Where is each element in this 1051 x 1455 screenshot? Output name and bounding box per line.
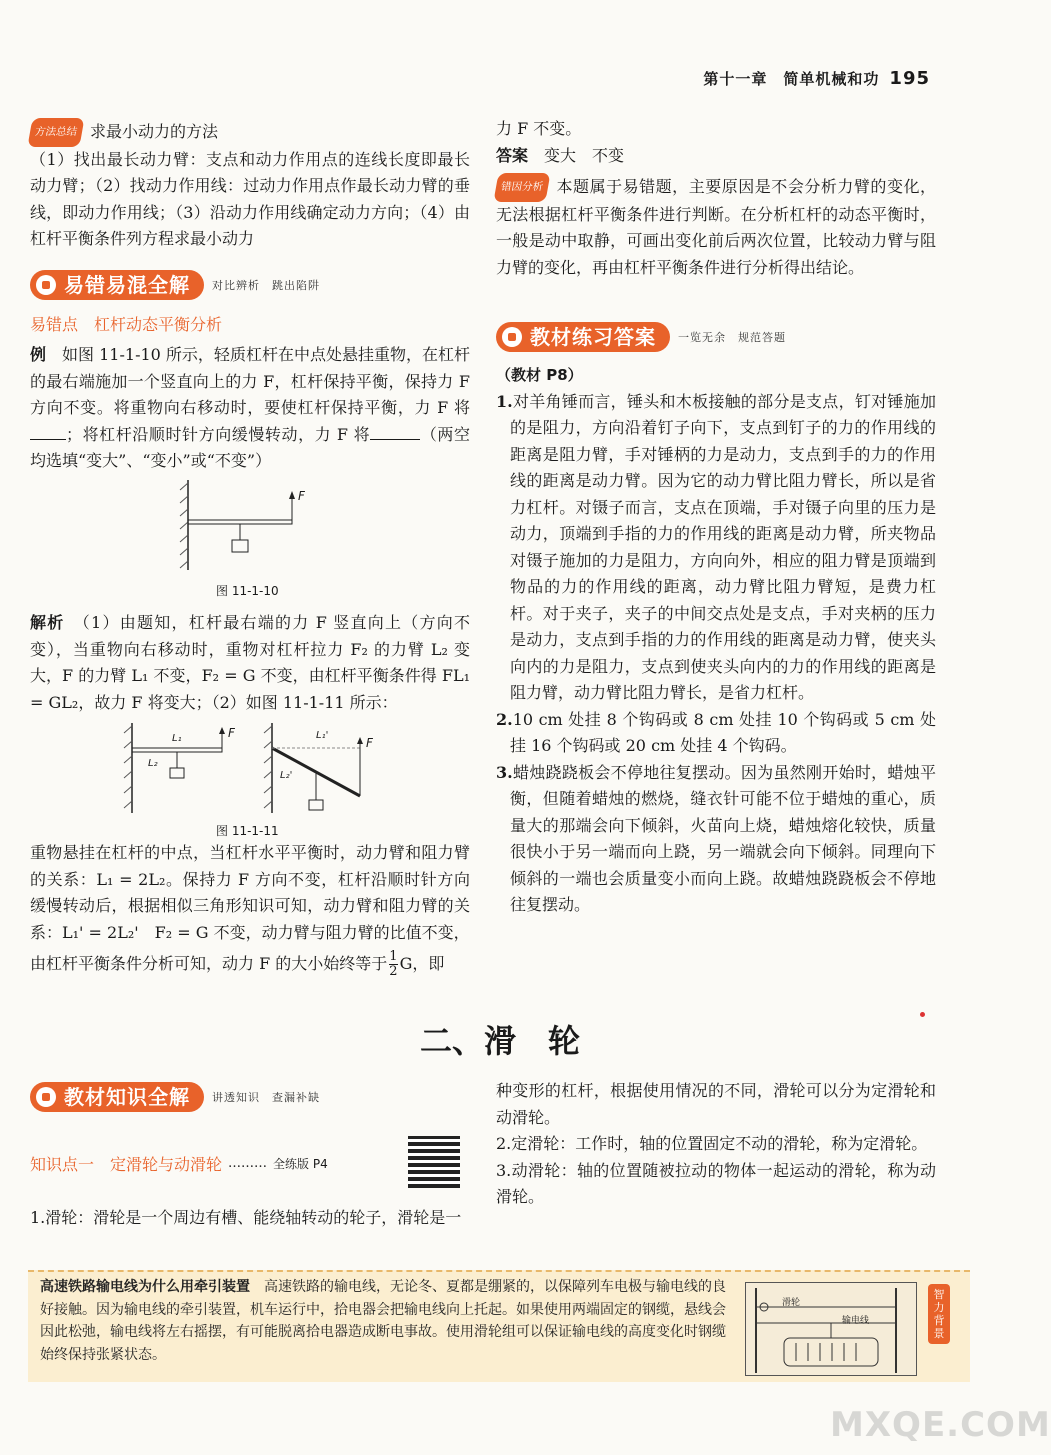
banner-errors <box>30 270 470 300</box>
analysis-block <box>30 610 470 716</box>
fig2-l1: L₁ <box>172 733 182 744</box>
method-title: 求最小动力的方法 <box>90 122 219 141</box>
fraction-half: $\frac{1}{2}$ <box>389 949 398 979</box>
example-label: 例 <box>30 345 47 364</box>
analysis-body: （1）由题知，杠杆最右端的力 F 竖直向上（方向不变），当重物向右移动时，重物对杠杆拉力 F₂ 的力臂 L₂ 变大，F 的力臂 L₁ 不变，F₂ = G 不变，由杠杆平衡条件得 FL₁ = GL₂，故力 F 将变大；（2）如图 11-1-11 所示： <box>30 613 470 712</box>
banner-exercise-answers <box>496 322 936 352</box>
fig2-l2: L₂ <box>148 758 158 769</box>
img-label-wire: 输电线 <box>842 1316 870 1326</box>
note-body: 高速铁路的输电线，无论冬、夏都是绷紧的，以保障列车电极与输电线的良好接触。因为输电线的牵引装置，机车运行中，拾电器会把输电线向上托起。如果使用两端固定的钢缆，悬线会因此松弛，输电线将左右摇摆，有可能脱离拾电器造成断电事故。使用滑轮组可以保证输电线的高度变化时钢缆始终保持张紧状态。 <box>40 1279 726 1363</box>
answer-label: 答案 <box>496 145 529 165</box>
analysis-cont: 重物悬挂在杠杆的中点，当杠杆水平平衡时，动力臂和阻力臂的关系：L₁ = 2L₂。保持力 F 方向不变，杠杆沿顺时针方向缓慢转动后，根据相似三角形知识可知，动力臂和阻力臂的关系：L₁' = 2L₂' F₂ = G 不变，动力臂与阻力臂的比值不变， <box>30 843 470 942</box>
fig1-force-label: F <box>298 489 305 503</box>
fig2-caption: 图 11-1-11 <box>216 824 279 838</box>
note-content <box>40 1276 730 1366</box>
example-part2: ；将杠杆沿顺时针方向缓慢转动，力 F 将 <box>66 424 371 444</box>
answer-1: 对羊角锤而言，锤头和木板接触的部分是支点，钉对锤施加的是阻力，方向沿着钉子向下，支点到钉子的力的作用线的距离是阻力臂，手对锤柄的力是动力，支点到手的力的作用线的距离是动力臂。因为它的动力臂比阻力臂长，所以是省力杠杆。对镊子而言，支点在顶端，手对镊子向里的压力是动力，顶端到手指的力的作用线的距离是动力臂，所夹物品对镊子施加的力是阻力，方向向外，相应的阻力臂是顶端到物品的力的作用线的距离，动力臂比阻力臂短，是费力杠杆。对于夹子，夹子的中间交点处是支点，手对夹柄的压力是动力，支点到手指的力的作用线的距离是动力臂，使夹头向内的力是阻力，支点到使夹头向内的力的作用线的距离是阻力臂，动力臂比阻力臂长，是省力杠杆。 <box>510 391 936 702</box>
answer-cont: 力 F 不变。 <box>496 119 582 138</box>
train-sketch <box>746 1283 916 1375</box>
banner-errors-sub: 对比辨析 跳出陷阱 <box>212 279 320 292</box>
right-upper <box>496 116 936 281</box>
example-block <box>30 342 470 475</box>
page-number: 195 <box>889 68 930 89</box>
pulley-item-2: 2.定滑轮：工作时，轴的位置固定不动的滑轮，称为定滑轮。 <box>496 1134 928 1153</box>
kp-dots: ……… <box>228 1156 268 1171</box>
banner-exercise-title: 教材练习答案 <box>496 322 670 352</box>
example-part1: 如图 11-1-10 所示，轻质杠杆在中点处悬挂重物，在杠杆的最右端施加一个竖直向上的力 F，杠杆保持平衡，保持力 F 方向不变。将重物向右移动时，要使杠杆保持平衡，力 F 将 <box>30 345 470 417</box>
pulley-item-1-text: 1.滑轮：滑轮是一个周边有槽、能绕轴转动的轮子，滑轮是一 <box>30 1208 462 1227</box>
banner-exercise-sub: 一览无余 规范答题 <box>678 331 786 344</box>
answer-2: 10 cm 处挂 8 个钩码或 8 cm 处挂 10 个钩码或 5 cm 处挂 16 个钩码或 20 cm 处挂 4 个钩码。 <box>510 709 936 755</box>
error-body: 本题属于易错题，主要原因是不会分析力臂的变化，无法根据杠杆平衡条件进行判断。在分析杠杆的动态平衡时，一般是动中取静，可画出变化前后两次位置，比较动力臂与阻力臂的变化，再由杠杆平衡条件进行分析得出结论。 <box>496 177 936 277</box>
analysis-last-a: 由杠杆平衡条件分析可知，动力 F 的大小始终等于 <box>30 954 388 973</box>
analysis-label: 解析 <box>30 613 65 632</box>
error-tag: 错因分析 <box>493 173 550 202</box>
exercise-answers: （教材 P8） 1.对羊角锤而言，锤头和木板接触的部分是支点，钉对锤施加的是阻力，方向沿着钉子向下，支点到钉子的力的作用线的距离是阻力臂，手对锤柄的力是动力，支点到手的力的作用线的距离是动力臂。因为它的动力臂比阻力臂长，所以是省力杠杆。对镊子而言，支点在顶端，手对镊子向里的压力是动力，顶端到手指的力的作用线的距离是动力臂，所夹物品对镊子施加的力是阻力，方向向外，相应的阻力臂是顶端到物品的力的作用线的距离，动力臂比阻力臂短，是费力杠杆。对于夹子，夹子的中间交点处是支点，手对夹柄的压力是动力，支点到手指的力的作用线的距离是动力臂，使夹头向内的力是阻力，支点到使夹头向内的力的作用线的距离是阻力臂，动力臂比阻力臂长，是省力杠杆。 2.10 cm 处挂 8 个钩码或 8 cm 处挂 10 个钩码或 5 cm 处挂 16 个钩码或 20 cm 处挂 4 个钩码。 3.蜡烛跷跷板会不停地往复摆动。因为虽然刚开始时，蜡烛平衡，但随着蜡烛的燃烧，缝衣针可能不位于蜡烛的重心，质量大的那端会向下倾斜，火苗向上烧，蜡烛熔化较快，质量很快小于另一端而向上跷，另一端就会向下倾斜。同理向下倾斜的一端也会质量变小而向上跷。故蜡烛跷跷板会不停地往复摆动。 <box>496 362 936 919</box>
method-summary <box>30 118 470 253</box>
section-title: 二、滑 轮 <box>419 1022 580 1060</box>
pulley-item-1-cont: 种变形的杠杆，根据使用情况的不同，滑轮可以分为定滑轮和动滑轮。 <box>496 1081 936 1127</box>
banner-knowledge-title: 教材知识全解 <box>30 1082 204 1112</box>
fig2-f-left: F <box>228 726 235 740</box>
train-illustration <box>745 1282 917 1376</box>
decor-dot <box>920 1012 925 1017</box>
pulley-item-1 <box>30 1205 470 1232</box>
book-ref: （教材 P8） <box>496 366 583 384</box>
side-tag: 智力背景 <box>928 1284 950 1344</box>
chapter-title: 第十一章 简单机械和功 <box>703 70 880 88</box>
fig2-l2p: L₂' <box>280 770 293 781</box>
kp-ref: 全练版 P4 <box>273 1157 328 1171</box>
analysis-continued <box>30 840 470 979</box>
figure-11-1-10 <box>170 475 330 575</box>
knowledge-point-label: 知识点一 定滑轮与动滑轮 <box>30 1155 223 1174</box>
watermark: MXQE.COM <box>830 1405 1051 1445</box>
fig1-caption: 图 11-1-10 <box>216 584 279 598</box>
figure-11-1-11 <box>120 718 380 818</box>
banner-knowledge <box>30 1082 470 1112</box>
fig2-l1p: L₁' <box>316 730 329 741</box>
page-header <box>703 68 930 89</box>
pulley-items-right <box>496 1078 936 1211</box>
pulley-item-3: 3.动滑轮：轴的位置随被拉动的物体一起运动的滑轮，称为动滑轮。 <box>496 1160 936 1206</box>
lever-diagram <box>170 475 330 575</box>
error-point-label: 易错点 杠杆动态平衡分析 <box>30 315 223 334</box>
img-label-pulley: 滑轮 <box>782 1298 801 1308</box>
banner-knowledge-sub: 讲透知识 查漏补缺 <box>212 1091 320 1104</box>
note-title: 高速铁路输电线为什么用牵引装置 <box>40 1279 250 1295</box>
method-tag: 方法总结 <box>27 118 84 147</box>
lever-diagram-pair <box>120 718 380 818</box>
analysis-last-b: G，即 <box>399 954 445 973</box>
method-body: （1）找出最长动力臂：支点和动力作用点的连线长度即最长动力臂；（2）找动力作用线：过动力作用点作最长动力臂的垂线，即动力作用线；（3）沿动力作用线确定动力方向；（4）由杠杆平衡条件列方程求最小动力 <box>30 149 470 248</box>
fig2-f-right: F <box>366 736 373 750</box>
answer-body: 变大 不变 <box>544 145 625 165</box>
answer-3: 蜡烛跷跷板会不停地往复摆动。因为虽然刚开始时，蜡烛平衡，但随着蜡烛的燃烧，缝衣针可能不位于蜡烛的重心，质量大的那端会向下倾斜，火苗向上烧，蜡烛熔化较快，质量很快小于另一端而向上跷，另一端就会向下倾斜。同理向下倾斜的一端也会质量变小而向上跷。故蜡烛跷跷板会不停地往复摆动。 <box>510 762 936 914</box>
knowledge-point-row <box>30 1152 470 1175</box>
qr-code[interactable] <box>408 1136 460 1188</box>
example-part3: （两空均选填“变大”、“变小”或“不变”） <box>30 424 470 470</box>
banner-errors-title: 易错易混全解 <box>30 270 204 300</box>
